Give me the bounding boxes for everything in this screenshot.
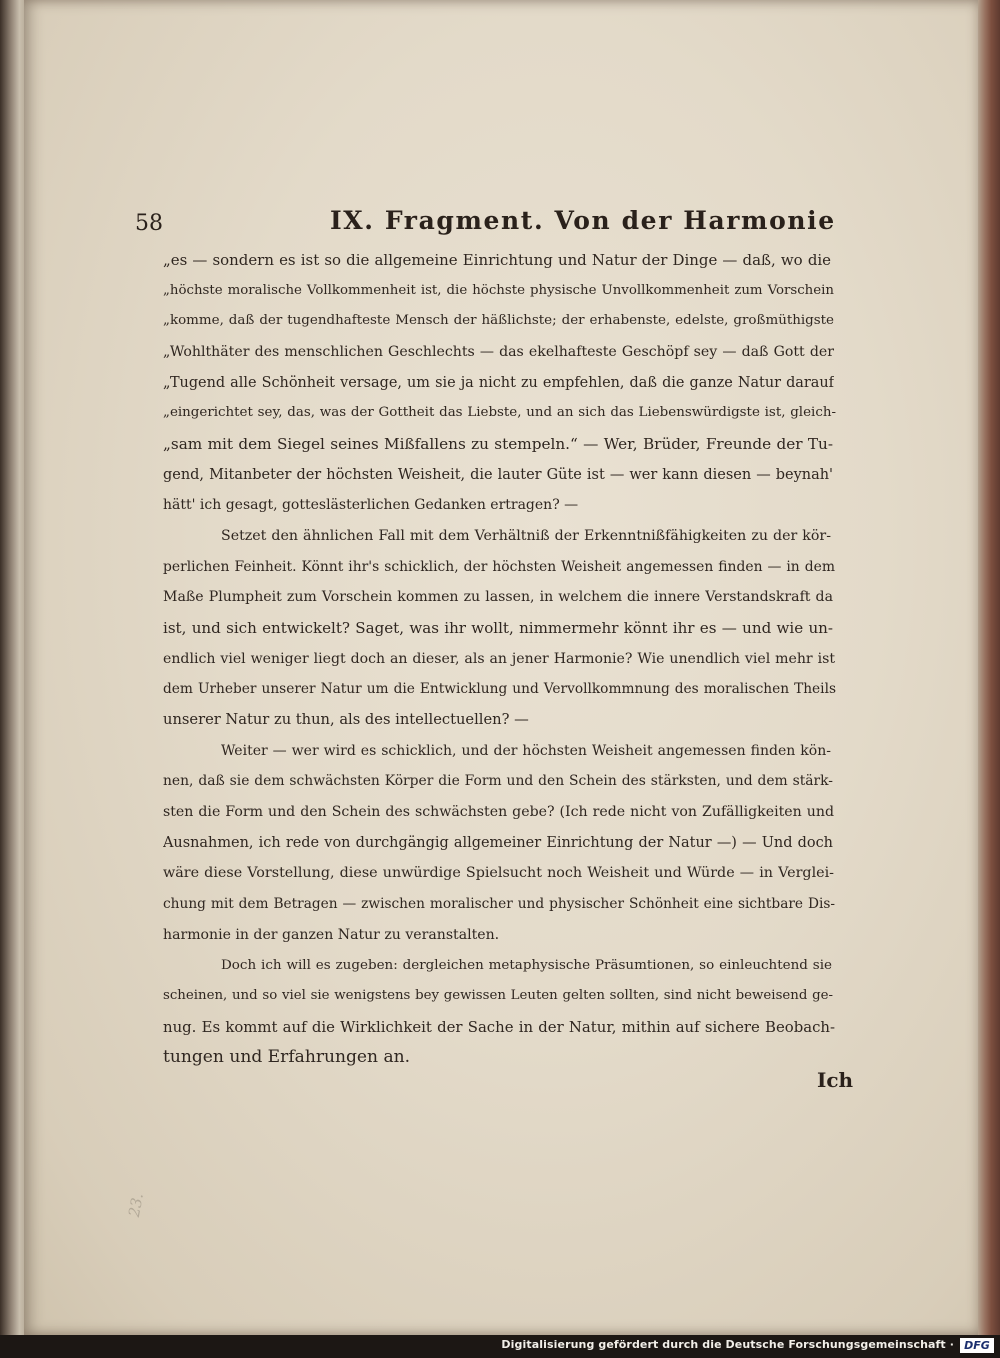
text-line: gend, Mitanbeter der höchsten Weisheit, die lauter Güte ist — wer kann diesen — beynah' xyxy=(163,467,833,483)
dfg-logo-icon: DFG xyxy=(960,1338,994,1353)
text-line: nug. Es kommt auf die Wirklichkeit der Sache in der Natur, mithin auf sichere Beobach- xyxy=(163,1018,835,1036)
text-line: Ausnahmen, ich rede von durchgängig allgemeiner Einrichtung der Natur —) — Und doch xyxy=(163,835,833,851)
pencil-annotation: 23. xyxy=(124,1191,147,1219)
text-line: „Wohlthäter des menschlichen Geschlechts — das ekelhafteste Geschöpf sey — daß Gott der xyxy=(163,344,834,360)
page-stack-edge xyxy=(978,0,1000,1335)
text-line: Weiter — wer wird es schicklich, und der höchsten Weisheit angemessen finden kön- xyxy=(221,743,831,759)
footer-bar xyxy=(0,1335,1000,1358)
text-line: sten die Form und den Schein des schwächsten gebe? (Ich rede nicht von Zufälligkeiten und xyxy=(163,804,834,820)
catchword: Ich xyxy=(817,1068,854,1092)
text-line: „komme, daß der tugendhafteste Mensch der häßlichste; der erhabenste, edelste, großmüthigste xyxy=(163,313,834,328)
text-line: Setzet den ähnlichen Fall mit dem Verhältniß der Erkenntnißfähigkeiten zu der kör- xyxy=(221,528,831,544)
book-spine-edge xyxy=(0,0,26,1335)
text-line: Maße Plumpheit zum Vorschein kommen zu lassen, in welchem die innere Verstandskraft da xyxy=(163,589,833,605)
text-line: hätt' ich gesagt, gotteslästerlichen Gedanken ertragen? — xyxy=(163,497,579,513)
text-line: perlichen Feinheit. Könnt ihr's schicklich, der höchsten Weisheit angemessen finden — in dem xyxy=(163,559,835,575)
running-head: IX. Fragment. Von der Harmonie xyxy=(330,206,836,235)
text-line: „sam mit dem Siegel seines Mißfallens zu stempeln.“ — Wer, Brüder, Freunde der Tu- xyxy=(163,435,833,453)
text-line: Doch ich will es zugeben: dergleichen metaphysische Präsumtionen, so einleuchtend sie xyxy=(221,957,832,973)
text-line: chung mit dem Betragen — zwischen moralischer und physischer Schönheit eine sichtbare Dis- xyxy=(163,896,835,912)
text-line: endlich viel weniger liegt doch an dieser, als an jener Harmonie? Wie unendlich viel mehr ist xyxy=(163,651,835,667)
text-line: „eingerichtet sey, das, was der Gottheit das Liebste, und an sich das Liebenswürdigste ist, gleich- xyxy=(163,405,836,420)
text-line: „höchste moralische Vollkommenheit ist, die höchste physische Unvollkommenheit zum Vorschein xyxy=(163,283,834,298)
text-line: wäre diese Vorstellung, diese unwürdige Spielsucht noch Weisheit und Würde — in Verglei- xyxy=(163,865,834,881)
text-line: nen, daß sie dem schwächsten Körper die Form und den Schein des stärksten, und dem stärk- xyxy=(163,773,833,789)
text-line: unserer Natur zu thun, als des intellectuellen? — xyxy=(163,711,529,728)
text-line: harmonie in der ganzen Natur zu veranstalten. xyxy=(163,927,500,943)
text-line: „es — sondern es ist so die allgemeine Einrichtung und Natur der Dinge — daß, wo die xyxy=(163,251,831,269)
page-number: 58 xyxy=(135,211,163,236)
text-line: ist, und sich entwickelt? Saget, was ihr wollt, nimmermehr könnt ihr es — und wie un- xyxy=(163,619,833,637)
text-line: tungen und Erfahrungen an. xyxy=(163,1047,411,1067)
text-line: dem Urheber unserer Natur um die Entwicklung und Vervollkommnung des moralischen Theils xyxy=(163,681,836,697)
text-line: „Tugend alle Schönheit versage, um sie ja nicht zu empfehlen, daß die ganze Natur darauf xyxy=(163,375,834,391)
digitization-credit: Digitalisierung gefördert durch die Deutsche Forschungsgemeinschaft · xyxy=(501,1338,954,1351)
text-line: scheinen, und so viel sie wenigstens bey gewissen Leuten gelten sollten, sind nicht beweisend ge- xyxy=(163,988,833,1003)
